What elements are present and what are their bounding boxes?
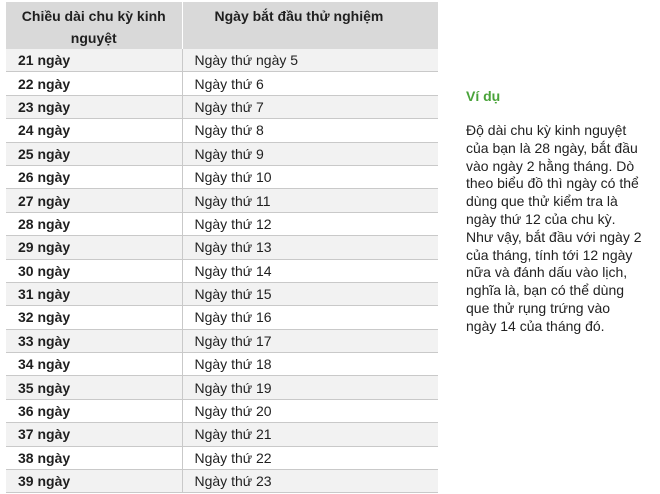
table-row [6, 49, 438, 72]
test-start-day-cell: Ngày thứ 8 [182, 119, 438, 142]
cycle-length-cell: 28 ngày [6, 212, 182, 235]
test-start-day-cell: Ngày thứ 16 [182, 306, 438, 329]
table-row [6, 119, 438, 142]
header-test-start-day: Ngày bắt đầu thử nghiệm [182, 2, 438, 49]
test-start-day-cell: Ngày thứ 12 [182, 212, 438, 235]
test-start-day-cell: Ngày thứ 20 [182, 399, 438, 422]
test-start-day-cell: Ngày thứ 7 [182, 95, 438, 118]
cycle-length-cell: 21 ngày [6, 49, 182, 72]
cycle-length-cell: 32 ngày [6, 306, 182, 329]
cycle-length-cell: 23 ngày [6, 95, 182, 118]
cycle-length-cell: 30 ngày [6, 259, 182, 282]
example-panel [466, 88, 644, 336]
table-header-row [6, 2, 438, 49]
table-row [6, 95, 438, 118]
table-row [6, 72, 438, 95]
test-start-day-cell: Ngày thứ 19 [182, 376, 438, 399]
table-row [6, 142, 438, 165]
test-start-day-cell: Ngày thứ 13 [182, 236, 438, 259]
cycle-length-cell: 22 ngày [6, 72, 182, 95]
cycle-table-container [6, 2, 438, 493]
table-row [6, 376, 438, 399]
cycle-length-cell: 34 ngày [6, 353, 182, 376]
cycle-length-cell: 35 ngày [6, 376, 182, 399]
cycle-length-cell: 36 ngày [6, 399, 182, 422]
table-row [6, 282, 438, 305]
cycle-length-cell: 26 ngày [6, 165, 182, 188]
test-start-day-cell: Ngày thứ 15 [182, 282, 438, 305]
table-row [6, 399, 438, 422]
test-start-day-cell: Ngày thứ 22 [182, 446, 438, 469]
test-start-day-cell: Ngày thứ 21 [182, 423, 438, 446]
test-start-day-cell: Ngày thứ ngày 5 [182, 49, 438, 72]
table-row [6, 165, 438, 188]
table-row [6, 470, 438, 493]
header-cycle-length: Chiều dài chu kỳ kinh nguyệt [6, 2, 182, 49]
cycle-length-cell: 27 ngày [6, 189, 182, 212]
table-row [6, 353, 438, 376]
test-start-day-cell: Ngày thứ 18 [182, 353, 438, 376]
cycle-length-cell: 37 ngày [6, 423, 182, 446]
example-body: Độ dài chu kỳ kinh nguyệt của bạn là 28 ngày, bắt đầu vào ngày 2 hằng tháng. Dò theo biểu đồ thì ngày có thể dùng que thử kiểm tra là ngày thứ 12 của chu kỳ. Như vậy, bắt đầu với ngày 2 của tháng, tính tới 12 ngày nữa và đánh dấu vào lịch, nghĩa là, bạn có thể dùng que thử rụng trứng vào ngày 14 của tháng đó. [466, 122, 642, 334]
table-row [6, 423, 438, 446]
test-start-day-cell: Ngày thứ 11 [182, 189, 438, 212]
example-title: Ví dụ [466, 88, 501, 104]
cycle-length-cell: 39 ngày [6, 470, 182, 493]
cycle-length-cell: 31 ngày [6, 282, 182, 305]
table-row [6, 212, 438, 235]
cycle-length-cell: 24 ngày [6, 119, 182, 142]
cycle-table [6, 2, 438, 493]
test-start-day-cell: Ngày thứ 6 [182, 72, 438, 95]
test-start-day-cell: Ngày thứ 17 [182, 329, 438, 352]
table-row [6, 329, 438, 352]
test-start-day-cell: Ngày thứ 14 [182, 259, 438, 282]
table-body [6, 49, 438, 493]
cycle-length-cell: 29 ngày [6, 236, 182, 259]
table-row [6, 306, 438, 329]
table-row [6, 446, 438, 469]
cycle-length-cell: 33 ngày [6, 329, 182, 352]
table-row [6, 259, 438, 282]
test-start-day-cell: Ngày thứ 23 [182, 470, 438, 493]
table-row [6, 236, 438, 259]
test-start-day-cell: Ngày thứ 10 [182, 165, 438, 188]
table-row [6, 189, 438, 212]
test-start-day-cell: Ngày thứ 9 [182, 142, 438, 165]
cycle-length-cell: 25 ngày [6, 142, 182, 165]
cycle-length-cell: 38 ngày [6, 446, 182, 469]
